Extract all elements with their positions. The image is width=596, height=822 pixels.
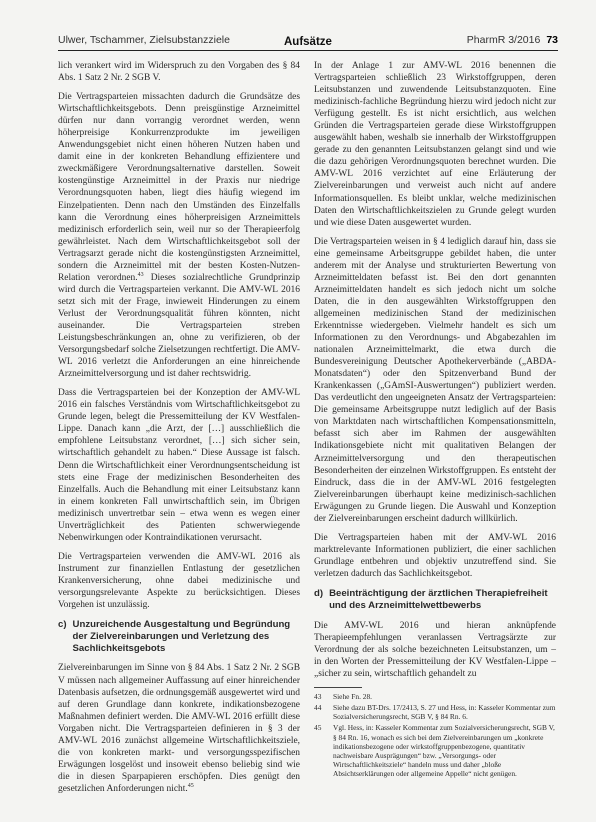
- journal-issue: PharmR 3/2016: [466, 34, 541, 46]
- running-header-authors: Ulwer, Tschammer, Zielsubstanzziele: [58, 34, 230, 46]
- right-column: [314, 60, 556, 781]
- heading-number: d): [314, 587, 324, 599]
- body-paragraph: In der Anlage 1 zur AMV-WL 2016 benennen die Vertragsparteien schließlich 23 Wirkstoffgruppen, deren Leitsubstanzen und zuwendende Leitsubstanzquoten. Eine medizinisch-fachliche Begründung hierzu wird jedoch nicht zur Verfügung gestellt. Es ist nicht ersichtlich, aus welchen Gründen die Vertragsparteien gerade diese Wirkstoffgruppen ausgewählt haben, weshalb sie innerhalb der Wirkstoffgruppen gerade zu den genannten Leitsubstanzen gelangt sind und wie die dazu gehörigen Verordnungsquoten berechnet wurden. Die AMV-WL 2016 verzichtet auf eine Erläuterung der Zielvereinbarungen und verweist auch nicht auf andere Informationsquellen. Es bleibt unklar, welche medizinischen Daten den Wirtschaftlichkeitszielen zu Grunde gelegt wurden und wie diese Daten ausgewertet wurden.: [314, 61, 556, 228]
- section-label: Aufsätze: [284, 36, 332, 48]
- footnote-ref: 45: [187, 782, 194, 789]
- section-heading-d: [314, 588, 556, 612]
- footnote-number: 45: [314, 723, 322, 733]
- body-paragraph: Die Vertragsparteien weisen in § 4 lediglich darauf hin, dass sie eine gemeinsame Arbeitsgruppe gebildet haben, die unter anderem mit der Analyse und strukturierten Bewertung von Arzneimitteldaten befasst ist. Bei den dort genannten Arzneimitteldaten handelt es sich jedoch nicht um solche Daten, die in den ausgewählten Wirkstoffgruppen den allgemeinen medizinischen Stand der medizinischen Erkenntnisse wiedergeben. Vielmehr handelt es sich um Informationen zu den Verordnungs- und Abgabezahlen im nationalen Arzneimittelmarkt, die etwa durch die Bundesvereinigung Deutscher Apothekerverbände („ABDA-Monatsdaten“) oder den Spitzenverband Bund der Krankenkassen („GAmSI-Auswertungen“) publiziert werden. Das verdeutlicht den ungeeigneten Ansatz der Vertragsparteien: Die gemeinsame Arbeitsgruppe nutzt lediglich auf der Basis von Marktdaten nach wirtschaftlichen Kompensationsmitteln, befasst sich aber im Rahmen der ausgewählten Indikationsgebiete nicht mit qualitativen Belangen der Arzneimittelversorgung und den therapeutischen Besonderheiten der einzelnen Wirkstoffgruppen. Es entsteht der Eindruck, dass die in der AMV-WL 2016 festgelegten Zielvereinbarungen überhaupt keine medizinisch-sachlichen Erwägungen zu Grunde liegen. Die Auswahl und Konzeption der Zielvereinbarungen erscheint dadurch willkürlich.: [314, 236, 556, 524]
- footnote: [314, 692, 556, 701]
- journal-reference: [467, 34, 558, 46]
- body-paragraph: Die Vertragsparteien missachten dadurch die Grundsätze des Wirtschaftlichkeitsgebots. Denn preisgünstige Arzneimittel dürfen nur dann vorrangig verordnet werden, wenn höherpreisige Konkurrenzprodukte im jeweiligen Anwendungsgebiet nicht einen höheren Nutzen haben und damit eine in der konkreten Behandlung effizientere und zweckmäßigere Verordnungsalternative darstellen. Soweit kostengünstige Arzneimittel in der Praxis nur niedrige Verordnungsquoten haben, liegt dies häufig wiegend im Einzelpatienten. Denn nach den Umständen des Einzelfalls kann die Verordnung eines höherpreisigen Arzneimittels medizinisch erforderlich sein, weil nur so der Therapieerfolg gewährleistet. Nach dem Wirtschaftlichkeitsgebot soll der Vertragsarzt gerade nicht die kostengünstigsten Arzneimittel, sondern die Arzneimittel mit der besten Kosten-Nutzen-Relation verordnen.$^{43}$ Dieses sozialrechtliche Grundprinzip wird durch die Vertragsparteien verkannt. Die AMV-WL 2016 setzt sich mit der Frage, inwieweit Hinderungen zu einem Verlust der Verordnungsqualität führen könnten, nicht auseinander. Die Vertragsparteien streben Leistungsbeschränkungen an, ohne zu verifizieren, ob der Versorgungsbedarf solche Zielsetzungen rechtfertigt. Die AMV-WL 2016 verletzt die Anforderungen an eine hinreichende Arzneimittelversorgung und ist daher rechtswidrig.: [58, 92, 300, 380]
- body-paragraph: Dass die Vertragsparteien bei der Konzeption der AMV-WL 2016 ein falsches Verständnis vom Wirtschaftlichkeitsgebot zu Grunde legen, belegt die Pressemitteilung der KV Westfalen-Lippe. Danach kann „die Arzt, der […] ausschließlich die empfohlene Leitsubstanz verordnet, […] sich sicher sein, wirtschaftlich gehandelt zu haben.“ Diese Aussage ist falsch. Denn die Wirtschaftlichkeit einer Verordnungsentscheidung ist stets eine Frage der medizinischen Besonderheiten des Einzelfalls. Auch die Behandlung mit einer Leitsubstanz kann in einem konkreten Fall unwirtschaftlich sein, im Übrigen medizinisch unvertretbar sein – etwa wenn es wegen einer Unverträglichkeit des Patienten schwerwiegende Nebenwirkungen oder Kontraindikationen verursacht.: [58, 388, 300, 543]
- body-paragraph: Zielvereinbarungen im Sinne von § 84 Abs. 1 Satz 2 Nr. 2 SGB V müssen nach allgemeiner Auffassung auf einer hinreichender Datenbasis aufsetzen, die ordnungsgemäß ausgewertet wird und auf deren Grundlage dann konkrete, indikationsbezogene Maßnahmen definiert werden. Die AMV-WL 2016 erfüllt diese Vorgaben nicht. Die Vertragsparteien definieren in § 3 der AMV-WL 2016 zunächst allgemeine Wirtschaftlichkeitsziele, die von konkreten markt- und versorgungsspezifischen Erwägungen losgelöst und insoweit ebenso beliebig sind wie die in diesen Sparpapieren erschöpfen. Dies genügt den gesetzlichen Anforderungen nicht.$^{45}$: [58, 663, 300, 794]
- footnote-number: 44: [314, 703, 322, 712]
- body-paragraph: Die Vertragsparteien verwenden die AMV-WL 2016 als Instrument zur finanziellen Entlastung der gesetzlichen Krankenversicherung, ohne dabei medizinische und versorgungsrelevante Aspekte zu berücksichtigen. Dieses Vorgehen ist unzulässig.: [58, 551, 300, 611]
- left-column: [58, 60, 300, 802]
- footnote-text: Siehe Fn. 28.: [333, 691, 373, 701]
- footnote-text: Vgl. Hess, in: Kasseler Kommentar zum Sozialversicherungsrecht, SGB V, § 84 Rn. 16, wonach es sich bei dem Zielvereinbarungen um „konkrete indikationsbezogene oder wirkstoffgruppenbezogene, quantitativ nachweisbare Ausprägungen“ bzw. „Versorgungs- oder Wirtschaftlichkeitsziele“ handeln muss und daher „bloße Absichtserklärungen oder allgemeine Appelle“ nicht genügen.: [333, 723, 555, 779]
- heading-text: Unzureichende Ausgestaltung und Begründung der Zielvereinbarungen und Verletzung des Sachlichkeitsgebots: [72, 619, 291, 654]
- footnote: [314, 703, 556, 721]
- page-header: [0, 0, 596, 48]
- body-paragraph: Die AMV-WL 2016 und hieran anknüpfende Therapieempfehlungen veranlassen Vertragsärzte zur Verordnung der als solche bezeichneten Leitsubstanzen, um – in den Worten der Pressemitteilung der KV Westfalen-Lippe – „sicher zu sein, wirtschaftlich gehandelt zu: [314, 620, 556, 679]
- footnote-ref: 43: [137, 271, 144, 278]
- heading-number: c): [58, 619, 67, 631]
- footnote-number: 43: [314, 691, 322, 701]
- page-number: 73: [546, 34, 558, 46]
- section-heading-c: [58, 619, 300, 654]
- footnote-text: Siehe dazu BT-Drs. 17/2413, S. 27 und Hess, in: Kasseler Kommentar zum Sozialversicherungsrecht, SGB V, § 84 Rn. 6.: [333, 703, 556, 722]
- heading-text: Beeinträchtigung der ärztlichen Therapiefreiheit und des Arzneimittelwettbewerbs: [329, 587, 548, 611]
- footnote-divider: [314, 687, 362, 688]
- footnote: [314, 723, 556, 778]
- body-paragraph: Die Vertragsparteien haben mit der AMV-WL 2016 marktrelevante Informationen publiziert, die einer sachlichen Grundlage entbehren und objektiv unzutreffend sind. Sie verletzen dadurch das Sachlichkeitsgebot.: [314, 532, 556, 579]
- body-paragraph: lich verankert wird im Widerspruch zu den Vorgaben des § 84 Abs. 1 Satz 2 Nr. 2 SGB V.: [58, 61, 300, 84]
- header-rule: [58, 50, 558, 51]
